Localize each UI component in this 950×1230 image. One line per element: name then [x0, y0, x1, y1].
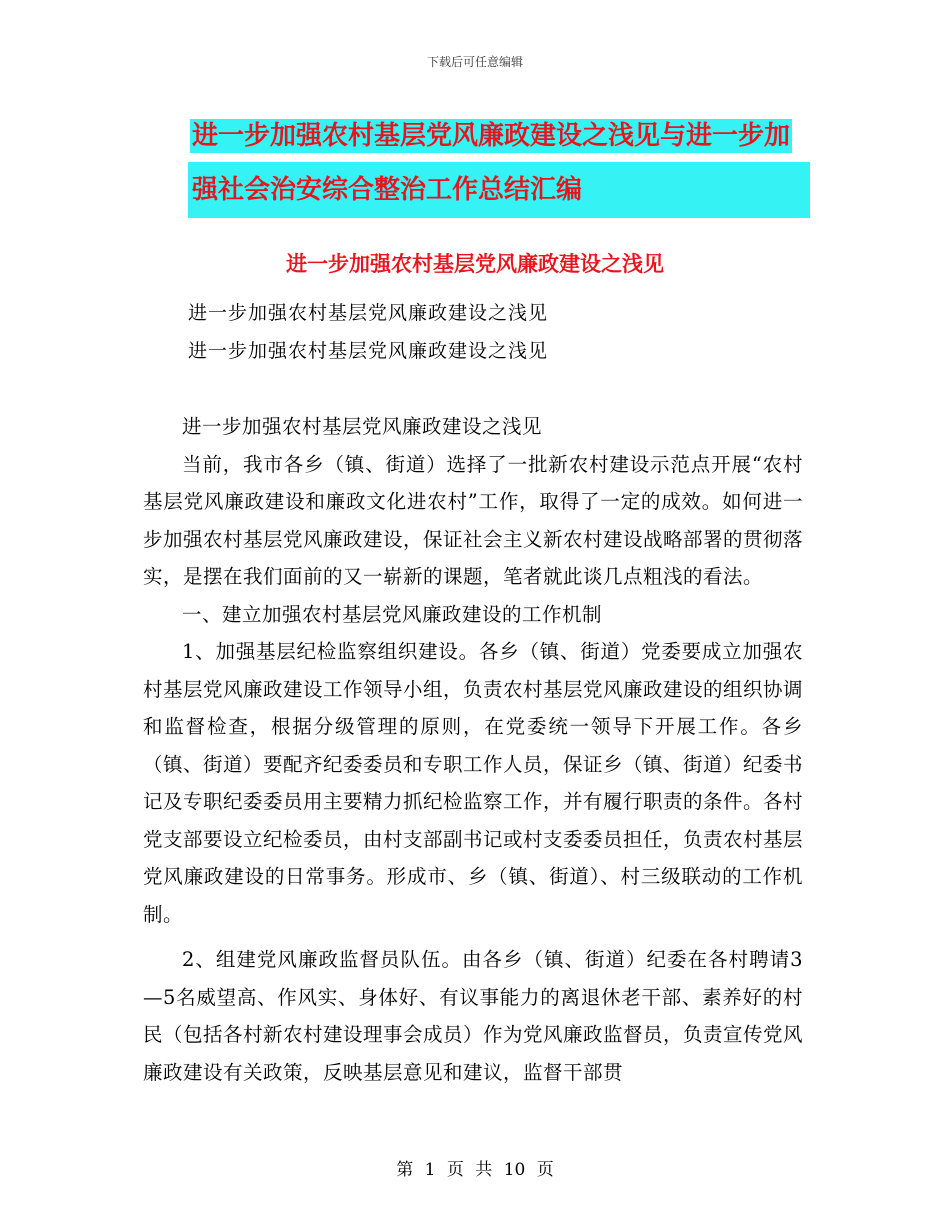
document-title-line-2-text: 强社会治安综合整治工作总结汇编: [192, 175, 583, 205]
document-title-line-2: [188, 162, 810, 218]
body-paragraph: 当前，我市各乡（镇、街道）选择了一批新农村建设示范点开展“农村基层党风廉政建设和廉政文化进农村”工作，取得了一定的成效。如何进一步加强农村基层党风廉政建设，保证社会主义新农村建设战略部署的贯彻落实，是摆在我们面前的又一崭新的课题，笔者就此谈几点粗浅的看法。: [143, 452, 804, 588]
paragraph-gap: [143, 933, 803, 941]
section-title: 进一步加强农村基层党风廉政建设之浅见: [286, 252, 664, 276]
body-paragraph: 1、加强基层纪检监察组织建设。各乡（镇、街道）党委要成立加强农村基层党风廉政建设工作领导小组，负责农村基层党风廉政建设的组织协调和监督检查，根据分级管理的原则，在党委统一领导下开展工作。各乡（镇、街道）要配齐纪委委员和专职工作人员，保证乡（镇、街道）纪委书记及专职纪委委员用主要精力抓纪检监察工作，并有履行职责的条件。各村党支部要设立纪检委员，由村支部副书记或村支委委员担任，负责农村基层党风廉政建设的日常事务。形成市、乡（镇、街道）、村三级联动的工作机制。: [143, 640, 804, 926]
subtitle-line: 进一步加强农村基层党风廉政建设之浅见: [188, 302, 549, 324]
header-note: 下载后可任意编辑: [426, 55, 523, 69]
page-footer: 第 1 页 共 10 页: [396, 1160, 554, 1180]
body-paragraph: 进一步加强农村基层党风廉政建设之浅见: [182, 415, 543, 438]
body-text: [143, 408, 803, 1091]
body-paragraph: 2、组建党风廉政监督员队伍。由各乡（镇、街道）纪委在各村聘请3—5名威望高、作风实、身体好、有议事能力的离退休老干部、素养好的村民（包括各村新农村建设理事会成员）作为党风廉政监督员，负责宣传党风廉政建设有关政策，反映基层意见和建议，监督干部贯: [143, 948, 804, 1084]
document-title-line-1: 进一步加强农村基层党风廉政建设之浅见与进一步加: [192, 121, 791, 151]
body-paragraph: 一、建立加强农村基层党风廉政建设的工作机制: [182, 602, 603, 626]
subtitle-line: 进一步加强农村基层党风廉政建设之浅见: [188, 340, 549, 362]
document-title: [190, 110, 810, 218]
